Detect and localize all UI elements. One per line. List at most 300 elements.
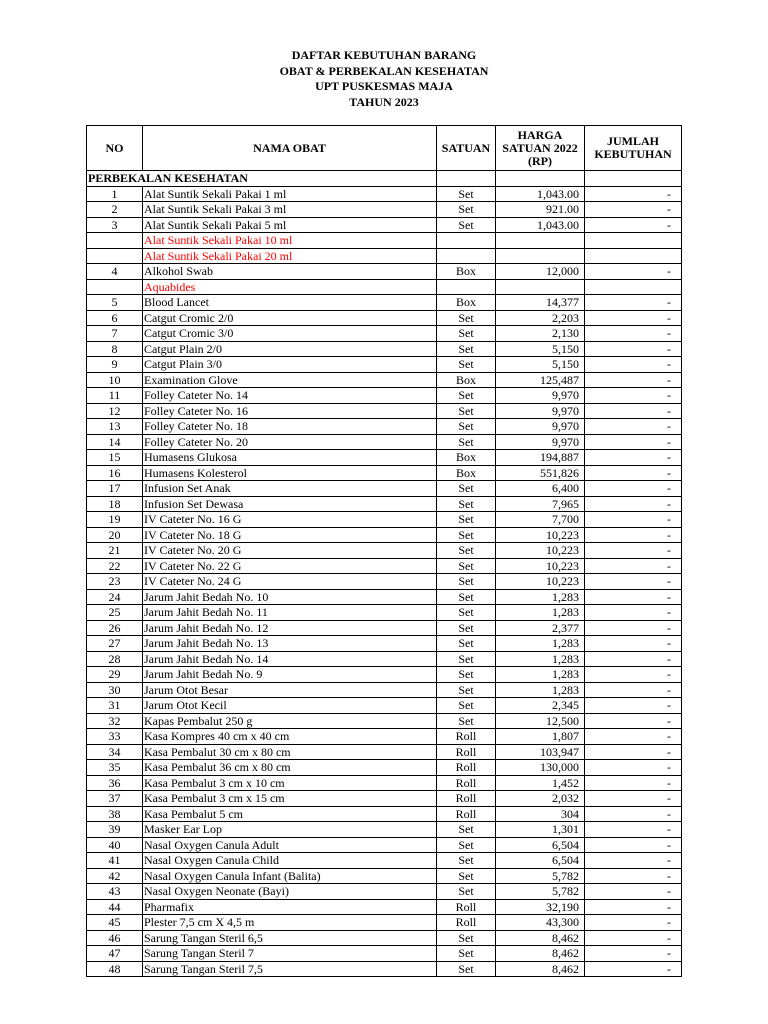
table-row: [87, 233, 682, 249]
row-no: 43: [87, 884, 143, 900]
row-price: 12,500: [496, 713, 585, 729]
row-price: 6,504: [496, 837, 585, 853]
row-no: 47: [87, 946, 143, 962]
row-price: 2,345: [496, 698, 585, 714]
row-qty: -: [585, 574, 682, 590]
row-qty: -: [585, 620, 682, 636]
row-unit: Set: [437, 884, 496, 900]
row-unit: Set: [437, 326, 496, 342]
table-row: [87, 636, 682, 652]
row-qty: -: [585, 884, 682, 900]
table-row: [87, 357, 682, 373]
row-name: Kasa Pembalut 36 cm x 80 cm: [143, 760, 437, 776]
table-row: [87, 930, 682, 946]
header-price: HARGA SATUAN 2022 (RP): [496, 126, 585, 171]
row-unit: Roll: [437, 899, 496, 915]
row-qty: -: [585, 434, 682, 450]
row-unit: [437, 233, 496, 249]
row-name: Folley Cateter No. 14: [143, 388, 437, 404]
table-row: [87, 388, 682, 404]
table-row: [87, 760, 682, 776]
section-label: PERBEKALAN KESEHATAN: [87, 171, 437, 187]
table-row: [87, 713, 682, 729]
table-row: [87, 837, 682, 853]
row-name: Jarum Jahit Bedah No. 14: [143, 651, 437, 667]
row-unit: Set: [437, 961, 496, 977]
row-no: 4: [87, 264, 143, 280]
row-unit: Set: [437, 527, 496, 543]
row-unit: [437, 248, 496, 264]
table-row: [87, 822, 682, 838]
row-name: Alkohol Swab: [143, 264, 437, 280]
row-unit: Set: [437, 930, 496, 946]
row-price: 2,377: [496, 620, 585, 636]
row-qty: -: [585, 372, 682, 388]
row-no: 13: [87, 419, 143, 435]
row-qty: -: [585, 775, 682, 791]
row-name: Alat Suntik Sekali Pakai 1 ml: [143, 186, 437, 202]
row-price: 1,283: [496, 605, 585, 621]
table-row: [87, 915, 682, 931]
row-no: 36: [87, 775, 143, 791]
row-qty: -: [585, 326, 682, 342]
table-body: [87, 171, 682, 977]
row-price: 1,283: [496, 651, 585, 667]
row-no: 19: [87, 512, 143, 528]
row-no: 12: [87, 403, 143, 419]
row-price: 7,700: [496, 512, 585, 528]
row-no: 3: [87, 217, 143, 233]
row-unit: Set: [437, 698, 496, 714]
row-name: Humasens Glukosa: [143, 450, 437, 466]
row-price: 1,283: [496, 636, 585, 652]
row-no: 31: [87, 698, 143, 714]
table-row: [87, 558, 682, 574]
row-unit: Box: [437, 465, 496, 481]
row-no: 16: [87, 465, 143, 481]
row-price: 8,462: [496, 930, 585, 946]
row-name: Jarum Otot Besar: [143, 682, 437, 698]
row-qty: -: [585, 186, 682, 202]
row-price: 1,807: [496, 729, 585, 745]
row-unit: Set: [437, 341, 496, 357]
row-price: 194,887: [496, 450, 585, 466]
row-no: 29: [87, 667, 143, 683]
row-no: 37: [87, 791, 143, 807]
row-qty: -: [585, 636, 682, 652]
row-name: Jarum Jahit Bedah No. 12: [143, 620, 437, 636]
row-name: Examination Glove: [143, 372, 437, 388]
table-row: [87, 279, 682, 295]
row-unit: Roll: [437, 729, 496, 745]
row-price: 5,782: [496, 868, 585, 884]
row-qty: -: [585, 744, 682, 760]
title-line-4: TAHUN 2023: [349, 94, 419, 109]
row-name: Infusion Set Anak: [143, 481, 437, 497]
row-price: 9,970: [496, 388, 585, 404]
header-qty: JUMLAH KEBUTUHAN: [585, 126, 682, 171]
row-unit: Set: [437, 481, 496, 497]
row-price: 921.00: [496, 202, 585, 218]
row-name: Nasal Oxygen Canula Child: [143, 853, 437, 869]
row-price: 5,782: [496, 884, 585, 900]
table-row: [87, 310, 682, 326]
row-name: Catgut Cromic 3/0: [143, 326, 437, 342]
row-qty: -: [585, 295, 682, 311]
row-unit: Set: [437, 667, 496, 683]
row-no: 39: [87, 822, 143, 838]
row-unit: Set: [437, 636, 496, 652]
row-name: Aquabides: [143, 279, 437, 295]
table-row: [87, 729, 682, 745]
row-qty: -: [585, 667, 682, 683]
table-row: [87, 868, 682, 884]
row-price: 1,043.00: [496, 186, 585, 202]
row-qty: -: [585, 558, 682, 574]
row-no: 46: [87, 930, 143, 946]
row-price: 10,223: [496, 574, 585, 590]
row-unit: Roll: [437, 744, 496, 760]
row-qty: -: [585, 341, 682, 357]
row-unit: Set: [437, 186, 496, 202]
row-price: 10,223: [496, 543, 585, 559]
row-no: 32: [87, 713, 143, 729]
row-qty: -: [585, 527, 682, 543]
row-price: 6,504: [496, 853, 585, 869]
row-price: 5,150: [496, 341, 585, 357]
section-empty-cell: [496, 171, 585, 187]
row-price: 2,130: [496, 326, 585, 342]
row-no: 23: [87, 574, 143, 590]
row-price: 2,203: [496, 310, 585, 326]
row-no: 27: [87, 636, 143, 652]
header-unit: SATUAN: [437, 126, 496, 171]
row-no: 22: [87, 558, 143, 574]
row-name: IV Cateter No. 20 G: [143, 543, 437, 559]
row-unit: Roll: [437, 760, 496, 776]
row-qty: [585, 279, 682, 295]
row-name: Folley Cateter No. 20: [143, 434, 437, 450]
row-no: 41: [87, 853, 143, 869]
row-name: Nasal Oxygen Neonate (Bayi): [143, 884, 437, 900]
row-name: Nasal Oxygen Canula Infant (Balita): [143, 868, 437, 884]
row-qty: -: [585, 961, 682, 977]
table-row: [87, 326, 682, 342]
row-name: Alat Suntik Sekali Pakai 5 ml: [143, 217, 437, 233]
row-qty: -: [585, 899, 682, 915]
table-row: [87, 853, 682, 869]
row-unit: Roll: [437, 806, 496, 822]
row-qty: -: [585, 481, 682, 497]
row-qty: -: [585, 853, 682, 869]
row-no: 30: [87, 682, 143, 698]
row-unit: Set: [437, 853, 496, 869]
row-name: IV Cateter No. 24 G: [143, 574, 437, 590]
table-row: [87, 450, 682, 466]
row-name: Pharmafix: [143, 899, 437, 915]
row-name: Jarum Jahit Bedah No. 13: [143, 636, 437, 652]
table-header-row: [87, 126, 682, 171]
row-name: IV Cateter No. 16 G: [143, 512, 437, 528]
row-no: 11: [87, 388, 143, 404]
table-row: [87, 419, 682, 435]
table-row: [87, 667, 682, 683]
row-qty: -: [585, 915, 682, 931]
row-price: 1,283: [496, 589, 585, 605]
table-row: [87, 620, 682, 636]
row-qty: -: [585, 202, 682, 218]
table-row: [87, 605, 682, 621]
row-name: Plester 7,5 cm X 4,5 m: [143, 915, 437, 931]
row-name: Catgut Plain 2/0: [143, 341, 437, 357]
row-name: Masker Ear Lop: [143, 822, 437, 838]
row-no: [87, 279, 143, 295]
row-qty: -: [585, 791, 682, 807]
table-row: [87, 248, 682, 264]
row-no: 6: [87, 310, 143, 326]
row-name: Infusion Set Dewasa: [143, 496, 437, 512]
row-price: 32,190: [496, 899, 585, 915]
table-row: [87, 512, 682, 528]
row-qty: -: [585, 682, 682, 698]
table-row: [87, 527, 682, 543]
row-no: 10: [87, 372, 143, 388]
row-qty: -: [585, 310, 682, 326]
row-price: 10,223: [496, 558, 585, 574]
row-qty: -: [585, 605, 682, 621]
table-row: [87, 465, 682, 481]
row-price: 9,970: [496, 403, 585, 419]
row-price: 1,452: [496, 775, 585, 791]
section-empty-cell: [585, 171, 682, 187]
row-qty: -: [585, 388, 682, 404]
row-name: Kasa Kompres 40 cm x 40 cm: [143, 729, 437, 745]
row-no: 35: [87, 760, 143, 776]
row-unit: Set: [437, 651, 496, 667]
document-title: [0, 48, 768, 110]
table-row: [87, 496, 682, 512]
row-name: Humasens Kolesterol: [143, 465, 437, 481]
row-unit: Set: [437, 682, 496, 698]
row-no: 40: [87, 837, 143, 853]
row-unit: Box: [437, 372, 496, 388]
row-no: 5: [87, 295, 143, 311]
row-no: 8: [87, 341, 143, 357]
row-unit: Box: [437, 295, 496, 311]
row-price: 2,032: [496, 791, 585, 807]
table-row: [87, 698, 682, 714]
row-name: Alat Suntik Sekali Pakai 20 ml: [143, 248, 437, 264]
row-name: Alat Suntik Sekali Pakai 3 ml: [143, 202, 437, 218]
row-unit: Set: [437, 837, 496, 853]
row-no: 14: [87, 434, 143, 450]
row-no: 44: [87, 899, 143, 915]
row-unit: Set: [437, 713, 496, 729]
row-no: 48: [87, 961, 143, 977]
row-no: 24: [87, 589, 143, 605]
row-qty: -: [585, 465, 682, 481]
row-price: 103,947: [496, 744, 585, 760]
table-row: [87, 341, 682, 357]
row-price: 14,377: [496, 295, 585, 311]
table-row: [87, 791, 682, 807]
row-no: 1: [87, 186, 143, 202]
row-unit: Set: [437, 822, 496, 838]
row-unit: Set: [437, 589, 496, 605]
row-no: 42: [87, 868, 143, 884]
row-qty: -: [585, 729, 682, 745]
row-name: Sarung Tangan Steril 6,5: [143, 930, 437, 946]
row-qty: -: [585, 403, 682, 419]
row-qty: -: [585, 930, 682, 946]
table-row: [87, 899, 682, 915]
row-no: 45: [87, 915, 143, 931]
row-price: 9,970: [496, 419, 585, 435]
row-name: Nasal Oxygen Canula Adult: [143, 837, 437, 853]
row-qty: -: [585, 589, 682, 605]
row-unit: Roll: [437, 791, 496, 807]
row-unit: Set: [437, 434, 496, 450]
table-row: [87, 403, 682, 419]
row-name: Kasa Pembalut 3 cm x 15 cm: [143, 791, 437, 807]
row-price: 130,000: [496, 760, 585, 776]
row-qty: [585, 233, 682, 249]
table-row: [87, 186, 682, 202]
row-unit: Set: [437, 543, 496, 559]
row-name: Folley Cateter No. 16: [143, 403, 437, 419]
row-no: 2: [87, 202, 143, 218]
row-name: Kapas Pembalut 250 g: [143, 713, 437, 729]
row-no: 28: [87, 651, 143, 667]
section-row: [87, 171, 682, 187]
row-no: 7: [87, 326, 143, 342]
table-row: [87, 202, 682, 218]
table-row: [87, 744, 682, 760]
title-line-1: DAFTAR KEBUTUHAN BARANG: [291, 48, 477, 62]
row-unit: Set: [437, 388, 496, 404]
row-price: 1,043.00: [496, 217, 585, 233]
row-unit: Set: [437, 496, 496, 512]
table-row: [87, 295, 682, 311]
row-no: 15: [87, 450, 143, 466]
table-row: [87, 264, 682, 280]
row-qty: -: [585, 806, 682, 822]
row-qty: -: [585, 837, 682, 853]
table-row: [87, 372, 682, 388]
row-name: Sarung Tangan Steril 7: [143, 946, 437, 962]
row-qty: -: [585, 822, 682, 838]
row-name: Catgut Plain 3/0: [143, 357, 437, 373]
row-qty: -: [585, 698, 682, 714]
table-row: [87, 481, 682, 497]
table-row: [87, 775, 682, 791]
row-qty: -: [585, 419, 682, 435]
table-row: [87, 682, 682, 698]
row-no: [87, 233, 143, 249]
row-name: Blood Lancet: [143, 295, 437, 311]
table-row: [87, 884, 682, 900]
row-price: 125,487: [496, 372, 585, 388]
table-row: [87, 217, 682, 233]
row-price: [496, 279, 585, 295]
row-qty: [585, 248, 682, 264]
row-no: 25: [87, 605, 143, 621]
row-price: 10,223: [496, 527, 585, 543]
row-name: Kasa Pembalut 30 cm x 80 cm: [143, 744, 437, 760]
table-row: [87, 574, 682, 590]
row-qty: -: [585, 868, 682, 884]
row-unit: Set: [437, 357, 496, 373]
row-qty: -: [585, 713, 682, 729]
title-line-2: OBAT & PERBEKALAN KESEHATAN: [279, 63, 489, 78]
table-row: [87, 543, 682, 559]
row-no: 21: [87, 543, 143, 559]
row-price: 6,400: [496, 481, 585, 497]
row-unit: Set: [437, 605, 496, 621]
row-price: 1,283: [496, 682, 585, 698]
row-qty: -: [585, 357, 682, 373]
row-unit: Set: [437, 620, 496, 636]
row-name: IV Cateter No. 22 G: [143, 558, 437, 574]
row-no: 18: [87, 496, 143, 512]
header-no: NO: [87, 126, 143, 171]
row-unit: Set: [437, 419, 496, 435]
row-name: IV Cateter No. 18 G: [143, 527, 437, 543]
needs-table: [86, 125, 682, 977]
row-unit: Box: [437, 450, 496, 466]
row-name: Alat Suntik Sekali Pakai 10 ml: [143, 233, 437, 249]
row-qty: -: [585, 946, 682, 962]
row-no: 26: [87, 620, 143, 636]
row-name: Jarum Jahit Bedah No. 10: [143, 589, 437, 605]
row-name: Sarung Tangan Steril 7,5: [143, 961, 437, 977]
row-unit: [437, 279, 496, 295]
row-unit: Roll: [437, 775, 496, 791]
row-name: Jarum Jahit Bedah No. 9: [143, 667, 437, 683]
row-qty: -: [585, 496, 682, 512]
row-price: 1,301: [496, 822, 585, 838]
row-qty: -: [585, 651, 682, 667]
row-unit: Roll: [437, 915, 496, 931]
row-name: Jarum Otot Kecil: [143, 698, 437, 714]
row-price: 9,970: [496, 434, 585, 450]
row-qty: -: [585, 512, 682, 528]
row-unit: Set: [437, 217, 496, 233]
row-price: [496, 233, 585, 249]
header-name: NAMA OBAT: [143, 126, 437, 171]
section-empty-cell: [437, 171, 496, 187]
row-qty: -: [585, 760, 682, 776]
row-unit: Set: [437, 202, 496, 218]
table-row: [87, 651, 682, 667]
row-qty: -: [585, 264, 682, 280]
row-no: [87, 248, 143, 264]
table-row: [87, 589, 682, 605]
row-qty: -: [585, 217, 682, 233]
row-no: 33: [87, 729, 143, 745]
row-price: 8,462: [496, 946, 585, 962]
row-price: 5,150: [496, 357, 585, 373]
row-unit: Set: [437, 310, 496, 326]
row-name: Kasa Pembalut 5 cm: [143, 806, 437, 822]
row-qty: -: [585, 543, 682, 559]
row-unit: Set: [437, 403, 496, 419]
row-no: 20: [87, 527, 143, 543]
row-unit: Set: [437, 512, 496, 528]
row-no: 34: [87, 744, 143, 760]
row-qty: -: [585, 450, 682, 466]
row-price: 43,300: [496, 915, 585, 931]
